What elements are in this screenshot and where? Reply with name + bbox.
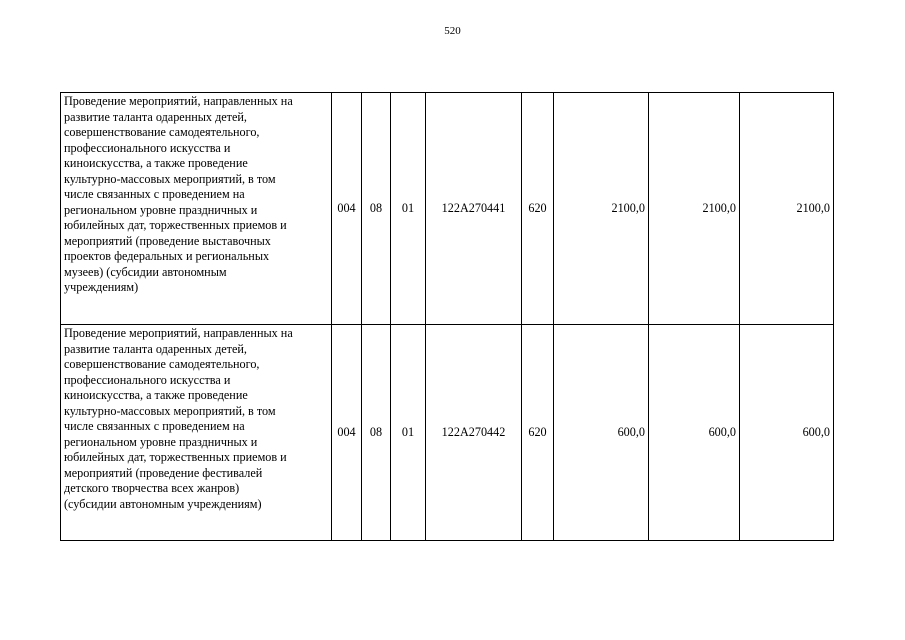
subsection-code: 01 bbox=[391, 325, 426, 541]
row-description: Проведение мероприятий, направленных на развитие таланта одаренных детей, совершенствование самодеятельного, профессионального искусства и киноискусства, а также проведение культурно-массовых мероприятий, в том числе связанных с проведением на региональном уровне праздничных и юбилейных дат, торжественных приемов и мероприятий (проведение фестивалей детского творчества всех жанров) (субсидии автономным учреждениям) bbox=[61, 325, 332, 541]
amount-year-2: 2100,0 bbox=[649, 93, 740, 325]
table-row bbox=[61, 325, 834, 541]
section-code: 08 bbox=[362, 93, 391, 325]
budget-table bbox=[60, 92, 834, 541]
row-description: Проведение мероприятий, направленных на развитие таланта одаренных детей, совершенствование самодеятельного, профессионального искусства и киноискусства, а также проведение культурно-массовых мероприятий, в том числе связанных с проведением на региональном уровне праздничных и юбилейных дат, торжественных приемов и мероприятий (проведение выставочных проектов федеральных и региональных музеев) (субсидии автономным учреждениям) bbox=[61, 93, 332, 325]
page-number: 520 bbox=[444, 25, 461, 37]
target-article-code: 122А270441 bbox=[426, 93, 522, 325]
expense-type-code: 620 bbox=[522, 325, 554, 541]
amount-year-3: 600,0 bbox=[740, 325, 834, 541]
amount-year-1: 600,0 bbox=[554, 325, 649, 541]
amount-year-2: 600,0 bbox=[649, 325, 740, 541]
ministry-code: 004 bbox=[332, 325, 362, 541]
subsection-code: 01 bbox=[391, 93, 426, 325]
section-code: 08 bbox=[362, 325, 391, 541]
target-article-code: 122А270442 bbox=[426, 325, 522, 541]
expense-type-code: 620 bbox=[522, 93, 554, 325]
table-row bbox=[61, 93, 834, 325]
amount-year-3: 2100,0 bbox=[740, 93, 834, 325]
ministry-code: 004 bbox=[332, 93, 362, 325]
amount-year-1: 2100,0 bbox=[554, 93, 649, 325]
